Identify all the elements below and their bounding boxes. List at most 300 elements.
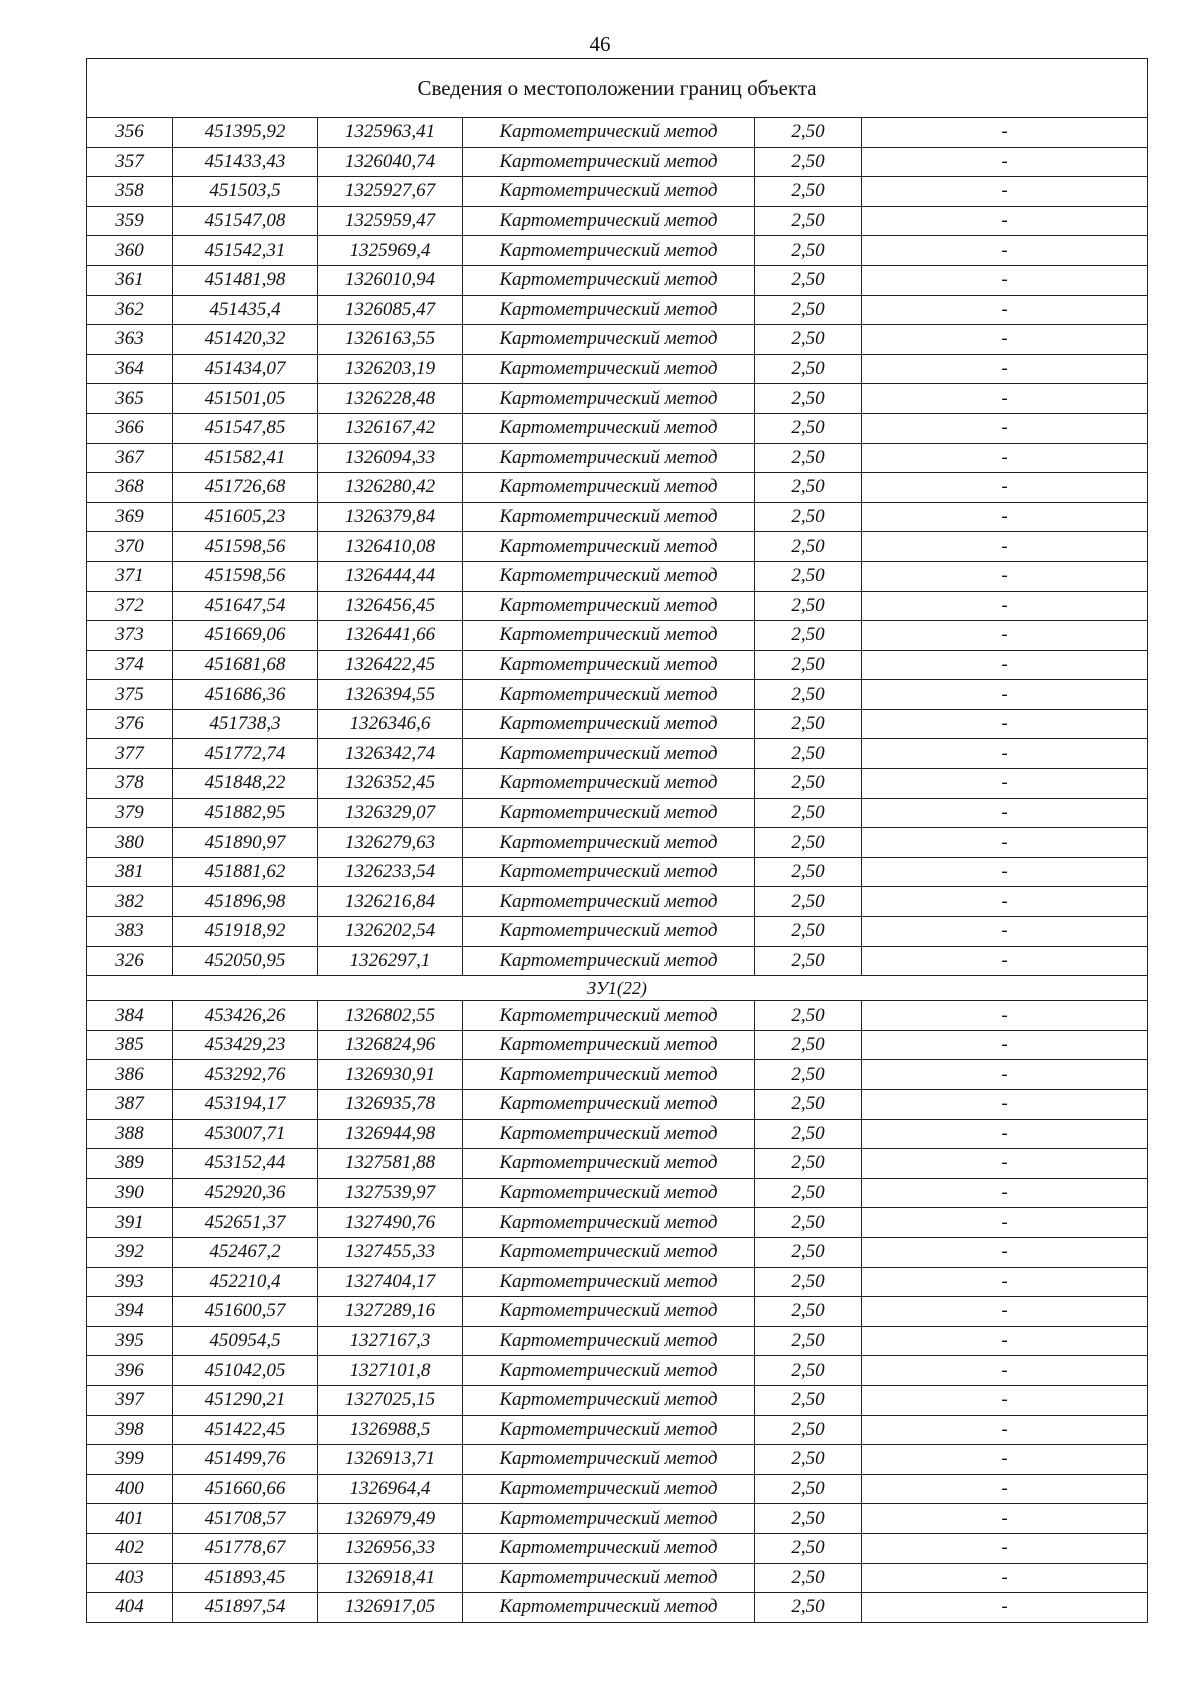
point-number-cell: 374	[87, 650, 173, 680]
description-cell: -	[862, 532, 1148, 562]
table-row	[87, 1593, 1148, 1623]
method-cell: Картометрический метод	[463, 887, 755, 917]
method-cell: Картометрический метод	[463, 1474, 755, 1504]
point-number-cell: 359	[87, 206, 173, 236]
y-coordinate-cell: 1326085,47	[318, 295, 463, 325]
x-coordinate-cell: 452210,4	[173, 1267, 318, 1297]
method-cell: Картометрический метод	[463, 1208, 755, 1238]
x-coordinate-cell: 452050,95	[173, 946, 318, 976]
table-row	[87, 857, 1148, 887]
accuracy-cell: 2,50	[755, 443, 862, 473]
x-coordinate-cell: 451501,05	[173, 384, 318, 414]
accuracy-cell: 2,50	[755, 1474, 862, 1504]
x-coordinate-cell: 453194,17	[173, 1090, 318, 1120]
description-cell: -	[862, 621, 1148, 651]
accuracy-cell: 2,50	[755, 857, 862, 887]
point-number-cell: 326	[87, 946, 173, 976]
accuracy-cell: 2,50	[755, 1445, 862, 1475]
method-cell: Картометрический метод	[463, 1060, 755, 1090]
accuracy-cell: 2,50	[755, 354, 862, 384]
y-coordinate-cell: 1326824,96	[318, 1030, 463, 1060]
accuracy-cell: 2,50	[755, 1237, 862, 1267]
point-number-cell: 361	[87, 265, 173, 295]
accuracy-cell: 2,50	[755, 384, 862, 414]
x-coordinate-cell: 451848,22	[173, 769, 318, 799]
method-cell: Картометрический метод	[463, 591, 755, 621]
method-cell: Картометрический метод	[463, 1356, 755, 1386]
table-row	[87, 1267, 1148, 1297]
point-number-cell: 360	[87, 236, 173, 266]
method-cell: Картометрический метод	[463, 1563, 755, 1593]
point-number-cell: 379	[87, 798, 173, 828]
point-number-cell: 376	[87, 709, 173, 739]
accuracy-cell: 2,50	[755, 1001, 862, 1031]
point-number-cell: 395	[87, 1326, 173, 1356]
page-number: 46	[589, 32, 611, 56]
table-row	[87, 1504, 1148, 1534]
x-coordinate-cell: 451433,43	[173, 147, 318, 177]
accuracy-cell: 2,50	[755, 413, 862, 443]
accuracy-cell: 2,50	[755, 1060, 862, 1090]
point-number-cell: 369	[87, 502, 173, 532]
method-cell: Картометрический метод	[463, 739, 755, 769]
method-cell: Картометрический метод	[463, 1001, 755, 1031]
point-number-cell: 375	[87, 680, 173, 710]
description-cell: -	[862, 265, 1148, 295]
method-cell: Картометрический метод	[463, 857, 755, 887]
accuracy-cell: 2,50	[755, 325, 862, 355]
method-cell: Картометрический метод	[463, 917, 755, 947]
accuracy-cell: 2,50	[755, 739, 862, 769]
x-coordinate-cell: 451686,36	[173, 680, 318, 710]
table-row	[87, 709, 1148, 739]
x-coordinate-cell: 451042,05	[173, 1356, 318, 1386]
description-cell: -	[862, 591, 1148, 621]
method-cell: Картометрический метод	[463, 236, 755, 266]
description-cell: -	[862, 680, 1148, 710]
description-cell: -	[862, 1593, 1148, 1623]
x-coordinate-cell: 451600,57	[173, 1297, 318, 1327]
point-number-cell: 365	[87, 384, 173, 414]
table-row	[87, 1445, 1148, 1475]
accuracy-cell: 2,50	[755, 1149, 862, 1179]
accuracy-cell: 2,50	[755, 1326, 862, 1356]
point-number-cell: 371	[87, 561, 173, 591]
table-row	[87, 828, 1148, 858]
table-row	[87, 1001, 1148, 1031]
table-row	[87, 1237, 1148, 1267]
method-cell: Картометрический метод	[463, 621, 755, 651]
x-coordinate-cell: 452467,2	[173, 1237, 318, 1267]
table-row	[87, 236, 1148, 266]
accuracy-cell: 2,50	[755, 1090, 862, 1120]
point-number-cell: 382	[87, 887, 173, 917]
description-cell: -	[862, 325, 1148, 355]
table-row	[87, 650, 1148, 680]
table-row	[87, 118, 1148, 148]
table-row	[87, 147, 1148, 177]
x-coordinate-cell: 451918,92	[173, 917, 318, 947]
table-row	[87, 917, 1148, 947]
method-cell: Картометрический метод	[463, 177, 755, 207]
table-row	[87, 265, 1148, 295]
accuracy-cell: 2,50	[755, 1593, 862, 1623]
description-cell: -	[862, 650, 1148, 680]
description-cell: -	[862, 1356, 1148, 1386]
x-coordinate-cell: 451708,57	[173, 1504, 318, 1534]
description-cell: -	[862, 1267, 1148, 1297]
table-row	[87, 502, 1148, 532]
table-row	[87, 798, 1148, 828]
table-title: Сведения о местоположении границ объекта	[87, 59, 1148, 118]
y-coordinate-cell: 1326163,55	[318, 325, 463, 355]
description-cell: -	[862, 1533, 1148, 1563]
accuracy-cell: 2,50	[755, 1533, 862, 1563]
accuracy-cell: 2,50	[755, 1415, 862, 1445]
accuracy-cell: 2,50	[755, 1030, 862, 1060]
accuracy-cell: 2,50	[755, 946, 862, 976]
description-cell: -	[862, 946, 1148, 976]
x-coordinate-cell: 452651,37	[173, 1208, 318, 1238]
method-cell: Картометрический метод	[463, 147, 755, 177]
x-coordinate-cell: 451598,56	[173, 561, 318, 591]
y-coordinate-cell: 1326329,07	[318, 798, 463, 828]
x-coordinate-cell: 451726,68	[173, 473, 318, 503]
accuracy-cell: 2,50	[755, 828, 862, 858]
y-coordinate-cell: 1326352,45	[318, 769, 463, 799]
x-coordinate-cell: 451395,92	[173, 118, 318, 148]
method-cell: Картометрический метод	[463, 946, 755, 976]
accuracy-cell: 2,50	[755, 206, 862, 236]
method-cell: Картометрический метод	[463, 1385, 755, 1415]
y-coordinate-cell: 1327581,88	[318, 1149, 463, 1179]
x-coordinate-cell: 451547,85	[173, 413, 318, 443]
y-coordinate-cell: 1326441,66	[318, 621, 463, 651]
y-coordinate-cell: 1327404,17	[318, 1267, 463, 1297]
y-coordinate-cell: 1326964,4	[318, 1474, 463, 1504]
accuracy-cell: 2,50	[755, 1563, 862, 1593]
x-coordinate-cell: 452920,36	[173, 1178, 318, 1208]
description-cell: -	[862, 1297, 1148, 1327]
y-coordinate-cell: 1326297,1	[318, 946, 463, 976]
method-cell: Картометрический метод	[463, 532, 755, 562]
method-cell: Картометрический метод	[463, 680, 755, 710]
description-cell: -	[862, 177, 1148, 207]
x-coordinate-cell: 451893,45	[173, 1563, 318, 1593]
description-cell: -	[862, 1149, 1148, 1179]
description-cell: -	[862, 739, 1148, 769]
y-coordinate-cell: 1326346,6	[318, 709, 463, 739]
y-coordinate-cell: 1326956,33	[318, 1533, 463, 1563]
description-cell: -	[862, 1090, 1148, 1120]
x-coordinate-cell: 451582,41	[173, 443, 318, 473]
description-cell: -	[862, 1119, 1148, 1149]
accuracy-cell: 2,50	[755, 295, 862, 325]
y-coordinate-cell: 1326422,45	[318, 650, 463, 680]
accuracy-cell: 2,50	[755, 532, 862, 562]
description-cell: -	[862, 1563, 1148, 1593]
x-coordinate-cell: 451420,32	[173, 325, 318, 355]
description-cell: -	[862, 502, 1148, 532]
description-cell: -	[862, 354, 1148, 384]
description-cell: -	[862, 798, 1148, 828]
method-cell: Картометрический метод	[463, 1445, 755, 1475]
y-coordinate-cell: 1326930,91	[318, 1060, 463, 1090]
method-cell: Картометрический метод	[463, 354, 755, 384]
accuracy-cell: 2,50	[755, 1297, 862, 1327]
point-number-cell: 387	[87, 1090, 173, 1120]
method-cell: Картометрический метод	[463, 384, 755, 414]
point-number-cell: 399	[87, 1445, 173, 1475]
y-coordinate-cell: 1326040,74	[318, 147, 463, 177]
description-cell: -	[862, 828, 1148, 858]
point-number-cell: 397	[87, 1385, 173, 1415]
accuracy-cell: 2,50	[755, 650, 862, 680]
point-number-cell: 378	[87, 769, 173, 799]
method-cell: Картометрический метод	[463, 1593, 755, 1623]
x-coordinate-cell: 453429,23	[173, 1030, 318, 1060]
x-coordinate-cell: 451290,21	[173, 1385, 318, 1415]
x-coordinate-cell: 451681,68	[173, 650, 318, 680]
description-cell: -	[862, 384, 1148, 414]
x-coordinate-cell: 451481,98	[173, 265, 318, 295]
table-row	[87, 354, 1148, 384]
x-coordinate-cell: 451605,23	[173, 502, 318, 532]
method-cell: Картометрический метод	[463, 1326, 755, 1356]
y-coordinate-cell: 1326233,54	[318, 857, 463, 887]
point-number-cell: 377	[87, 739, 173, 769]
point-number-cell: 401	[87, 1504, 173, 1534]
method-cell: Картометрический метод	[463, 1267, 755, 1297]
method-cell: Картометрический метод	[463, 118, 755, 148]
method-cell: Картометрический метод	[463, 473, 755, 503]
method-cell: Картометрический метод	[463, 265, 755, 295]
y-coordinate-cell: 1327101,8	[318, 1356, 463, 1386]
description-cell: -	[862, 413, 1148, 443]
table-row	[87, 177, 1148, 207]
y-coordinate-cell: 1326280,42	[318, 473, 463, 503]
x-coordinate-cell: 451647,54	[173, 591, 318, 621]
accuracy-cell: 2,50	[755, 118, 862, 148]
method-cell: Картометрический метод	[463, 561, 755, 591]
x-coordinate-cell: 451778,67	[173, 1533, 318, 1563]
accuracy-cell: 2,50	[755, 236, 862, 266]
table-row	[87, 769, 1148, 799]
accuracy-cell: 2,50	[755, 887, 862, 917]
point-number-cell: 363	[87, 325, 173, 355]
table-row	[87, 1563, 1148, 1593]
x-coordinate-cell: 451738,3	[173, 709, 318, 739]
y-coordinate-cell: 1326279,63	[318, 828, 463, 858]
x-coordinate-cell: 453152,44	[173, 1149, 318, 1179]
y-coordinate-cell: 1327539,97	[318, 1178, 463, 1208]
table-row	[87, 325, 1148, 355]
y-coordinate-cell: 1326094,33	[318, 443, 463, 473]
method-cell: Картометрический метод	[463, 1415, 755, 1445]
table-row	[87, 1533, 1148, 1563]
point-number-cell: 389	[87, 1149, 173, 1179]
method-cell: Картометрический метод	[463, 1030, 755, 1060]
description-cell: -	[862, 1001, 1148, 1031]
description-cell: -	[862, 1030, 1148, 1060]
point-number-cell: 366	[87, 413, 173, 443]
x-coordinate-cell: 451499,76	[173, 1445, 318, 1475]
y-coordinate-cell: 1325959,47	[318, 206, 463, 236]
point-number-cell: 367	[87, 443, 173, 473]
x-coordinate-cell: 451897,54	[173, 1593, 318, 1623]
point-number-cell: 386	[87, 1060, 173, 1090]
description-cell: -	[862, 473, 1148, 503]
y-coordinate-cell: 1326167,42	[318, 413, 463, 443]
y-coordinate-cell: 1325969,4	[318, 236, 463, 266]
description-cell: -	[862, 1237, 1148, 1267]
accuracy-cell: 2,50	[755, 147, 862, 177]
y-coordinate-cell: 1327455,33	[318, 1237, 463, 1267]
method-cell: Картометрический метод	[463, 709, 755, 739]
y-coordinate-cell: 1326342,74	[318, 739, 463, 769]
description-cell: -	[862, 1504, 1148, 1534]
accuracy-cell: 2,50	[755, 621, 862, 651]
description-cell: -	[862, 236, 1148, 266]
y-coordinate-cell: 1326979,49	[318, 1504, 463, 1534]
x-coordinate-cell: 451422,45	[173, 1415, 318, 1445]
accuracy-cell: 2,50	[755, 1119, 862, 1149]
x-coordinate-cell: 451660,66	[173, 1474, 318, 1504]
point-number-cell: 388	[87, 1119, 173, 1149]
point-number-cell: 400	[87, 1474, 173, 1504]
description-cell: -	[862, 1385, 1148, 1415]
method-cell: Картометрический метод	[463, 413, 755, 443]
point-number-cell: 357	[87, 147, 173, 177]
table-title-row	[87, 59, 1148, 118]
method-cell: Картометрический метод	[463, 769, 755, 799]
table-row	[87, 1090, 1148, 1120]
accuracy-cell: 2,50	[755, 1267, 862, 1297]
point-number-cell: 392	[87, 1237, 173, 1267]
x-coordinate-cell: 451542,31	[173, 236, 318, 266]
description-cell: -	[862, 443, 1148, 473]
point-number-cell: 362	[87, 295, 173, 325]
y-coordinate-cell: 1327025,15	[318, 1385, 463, 1415]
table-row	[87, 1474, 1148, 1504]
point-number-cell: 394	[87, 1297, 173, 1327]
x-coordinate-cell: 451772,74	[173, 739, 318, 769]
method-cell: Картометрический метод	[463, 1178, 755, 1208]
y-coordinate-cell: 1326988,5	[318, 1415, 463, 1445]
table-row	[87, 206, 1148, 236]
table-row	[87, 1178, 1148, 1208]
y-coordinate-cell: 1326944,98	[318, 1119, 463, 1149]
accuracy-cell: 2,50	[755, 1504, 862, 1534]
x-coordinate-cell: 451890,97	[173, 828, 318, 858]
accuracy-cell: 2,50	[755, 709, 862, 739]
point-number-cell: 391	[87, 1208, 173, 1238]
table-row	[87, 680, 1148, 710]
accuracy-cell: 2,50	[755, 917, 862, 947]
method-cell: Картометрический метод	[463, 650, 755, 680]
accuracy-cell: 2,50	[755, 561, 862, 591]
description-cell: -	[862, 1445, 1148, 1475]
table-row	[87, 1030, 1148, 1060]
point-number-cell: 364	[87, 354, 173, 384]
x-coordinate-cell: 453292,76	[173, 1060, 318, 1090]
table-row	[87, 739, 1148, 769]
accuracy-cell: 2,50	[755, 798, 862, 828]
table-row	[87, 1149, 1148, 1179]
table-row	[87, 621, 1148, 651]
y-coordinate-cell: 1326203,19	[318, 354, 463, 384]
table-row	[87, 532, 1148, 562]
point-number-cell: 372	[87, 591, 173, 621]
method-cell: Картометрический метод	[463, 1149, 755, 1179]
y-coordinate-cell: 1326917,05	[318, 1593, 463, 1623]
y-coordinate-cell: 1326228,48	[318, 384, 463, 414]
y-coordinate-cell: 1326935,78	[318, 1090, 463, 1120]
table-row	[87, 295, 1148, 325]
point-number-cell: 390	[87, 1178, 173, 1208]
y-coordinate-cell: 1326444,44	[318, 561, 463, 591]
table-row	[87, 413, 1148, 443]
y-coordinate-cell: 1325927,67	[318, 177, 463, 207]
description-cell: -	[862, 118, 1148, 148]
y-coordinate-cell: 1326918,41	[318, 1563, 463, 1593]
x-coordinate-cell: 451503,5	[173, 177, 318, 207]
description-cell: -	[862, 561, 1148, 591]
accuracy-cell: 2,50	[755, 265, 862, 295]
table-row	[87, 1415, 1148, 1445]
method-cell: Картометрический метод	[463, 325, 755, 355]
accuracy-cell: 2,50	[755, 680, 862, 710]
point-number-cell: 358	[87, 177, 173, 207]
y-coordinate-cell: 1326394,55	[318, 680, 463, 710]
x-coordinate-cell: 451547,08	[173, 206, 318, 236]
table-row	[87, 1326, 1148, 1356]
table-row	[87, 1297, 1148, 1327]
description-cell: -	[862, 769, 1148, 799]
table-row	[87, 1385, 1148, 1415]
point-number-cell: 370	[87, 532, 173, 562]
method-cell: Картометрический метод	[463, 443, 755, 473]
point-number-cell: 404	[87, 1593, 173, 1623]
accuracy-cell: 2,50	[755, 177, 862, 207]
method-cell: Картометрический метод	[463, 206, 755, 236]
description-cell: -	[862, 1474, 1148, 1504]
section-header-row	[87, 976, 1148, 1001]
method-cell: Картометрический метод	[463, 798, 755, 828]
x-coordinate-cell: 451669,06	[173, 621, 318, 651]
x-coordinate-cell: 453007,71	[173, 1119, 318, 1149]
x-coordinate-cell: 451882,95	[173, 798, 318, 828]
point-number-cell: 403	[87, 1563, 173, 1593]
description-cell: -	[862, 887, 1148, 917]
boundary-coordinates-table	[86, 58, 1148, 1623]
y-coordinate-cell: 1326010,94	[318, 265, 463, 295]
x-coordinate-cell: 451881,62	[173, 857, 318, 887]
description-cell: -	[862, 1060, 1148, 1090]
section-label: ЗУ1(22)	[87, 976, 1148, 1001]
method-cell: Картометрический метод	[463, 1533, 755, 1563]
accuracy-cell: 2,50	[755, 1356, 862, 1386]
y-coordinate-cell: 1326202,54	[318, 917, 463, 947]
x-coordinate-cell: 451434,07	[173, 354, 318, 384]
table-row	[87, 946, 1148, 976]
point-number-cell: 402	[87, 1533, 173, 1563]
table-row	[87, 1208, 1148, 1238]
description-cell: -	[862, 147, 1148, 177]
y-coordinate-cell: 1326379,84	[318, 502, 463, 532]
point-number-cell: 356	[87, 118, 173, 148]
y-coordinate-cell: 1327490,76	[318, 1208, 463, 1238]
